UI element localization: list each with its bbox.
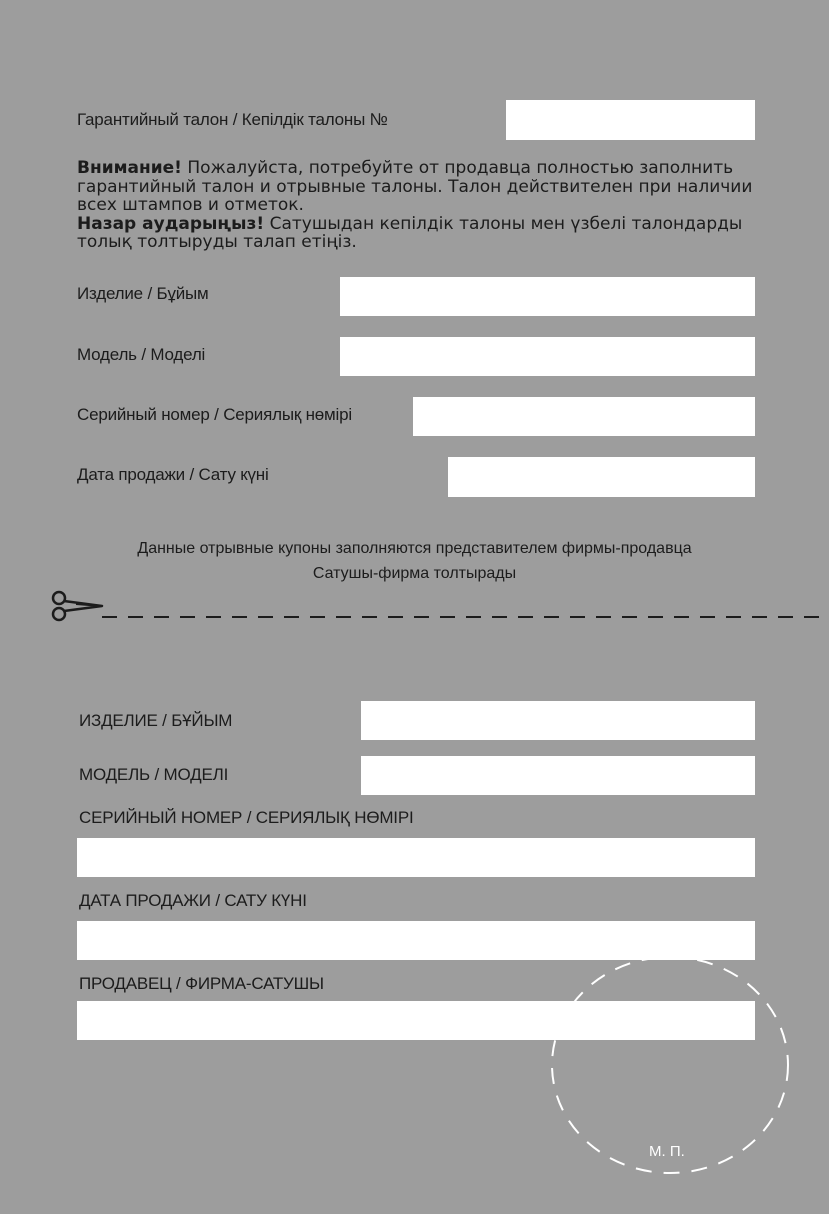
model-field[interactable] — [340, 337, 755, 376]
coupon-serial-input[interactable] — [77, 838, 755, 877]
attention-ru-text: Пожалуйста, потребуйте от продавца полностью заполнить гарантийный талон и отрывные талоны. Талон действителен при наличии всех штампов и отметок. — [77, 158, 753, 215]
stamp-area — [550, 955, 790, 1175]
product-field[interactable] — [340, 277, 755, 316]
scissors-icon — [50, 589, 104, 623]
model-input[interactable] — [340, 337, 755, 376]
model-label: Модель / Моделі — [77, 345, 206, 364]
attention-kz-text: Сатушыдан кепілдік талоны мен үзбелі талондарды толық толтыруды талап етіңіз. — [77, 213, 743, 252]
product-label: Изделие / Бұйым — [77, 284, 209, 303]
stamp-label: М. П. — [649, 1143, 685, 1160]
coupon-note-line2: Сатушы-фирма толтырады — [312, 565, 517, 582]
coupon-serial-field[interactable] — [77, 838, 755, 877]
sale-date-label: Дата продажи / Сату күні — [77, 465, 269, 484]
warranty-number-input[interactable] — [506, 100, 755, 140]
coupon-serial-label: СЕРИЙНЫЙ НОМЕР / СЕРИЯЛЫҚ НӨМІРІ — [79, 808, 414, 827]
notice-text — [77, 159, 777, 252]
attention-ru-heading: Внимание! — [77, 158, 182, 178]
serial-field[interactable] — [413, 397, 755, 436]
coupon-sale-date-label: ДАТА ПРОДАЖИ / САТУ КҮНІ — [79, 891, 307, 910]
coupon-seller-label: ПРОДАВЕЦ / ФИРМА-САТУШЫ — [79, 974, 324, 993]
cut-line — [102, 604, 829, 608]
warranty-number-label: Гарантийный талон / Кепілдік талоны № — [77, 110, 388, 129]
serial-label: Серийный номер / Сериялық нөмірі — [77, 405, 352, 424]
serial-input[interactable] — [413, 397, 755, 436]
coupon-note-line1: Данные отрывные купоны заполняются представителем фирмы-продавца — [137, 540, 692, 557]
attention-kz-heading: Назар аударыңыз! — [77, 213, 265, 234]
coupon-product-label: ИЗДЕЛИЕ / БҰЙЫМ — [79, 711, 233, 730]
product-input[interactable] — [340, 277, 755, 316]
coupon-model-field[interactable] — [361, 756, 755, 795]
coupon-product-field[interactable] — [361, 701, 755, 740]
sale-date-input[interactable] — [448, 457, 755, 497]
coupon-product-input[interactable] — [361, 701, 755, 740]
warranty-number-field[interactable] — [506, 100, 755, 140]
coupon-model-label: МОДЕЛЬ / МОДЕЛІ — [79, 765, 229, 784]
coupon-model-input[interactable] — [361, 756, 755, 795]
sale-date-field[interactable] — [448, 457, 755, 497]
